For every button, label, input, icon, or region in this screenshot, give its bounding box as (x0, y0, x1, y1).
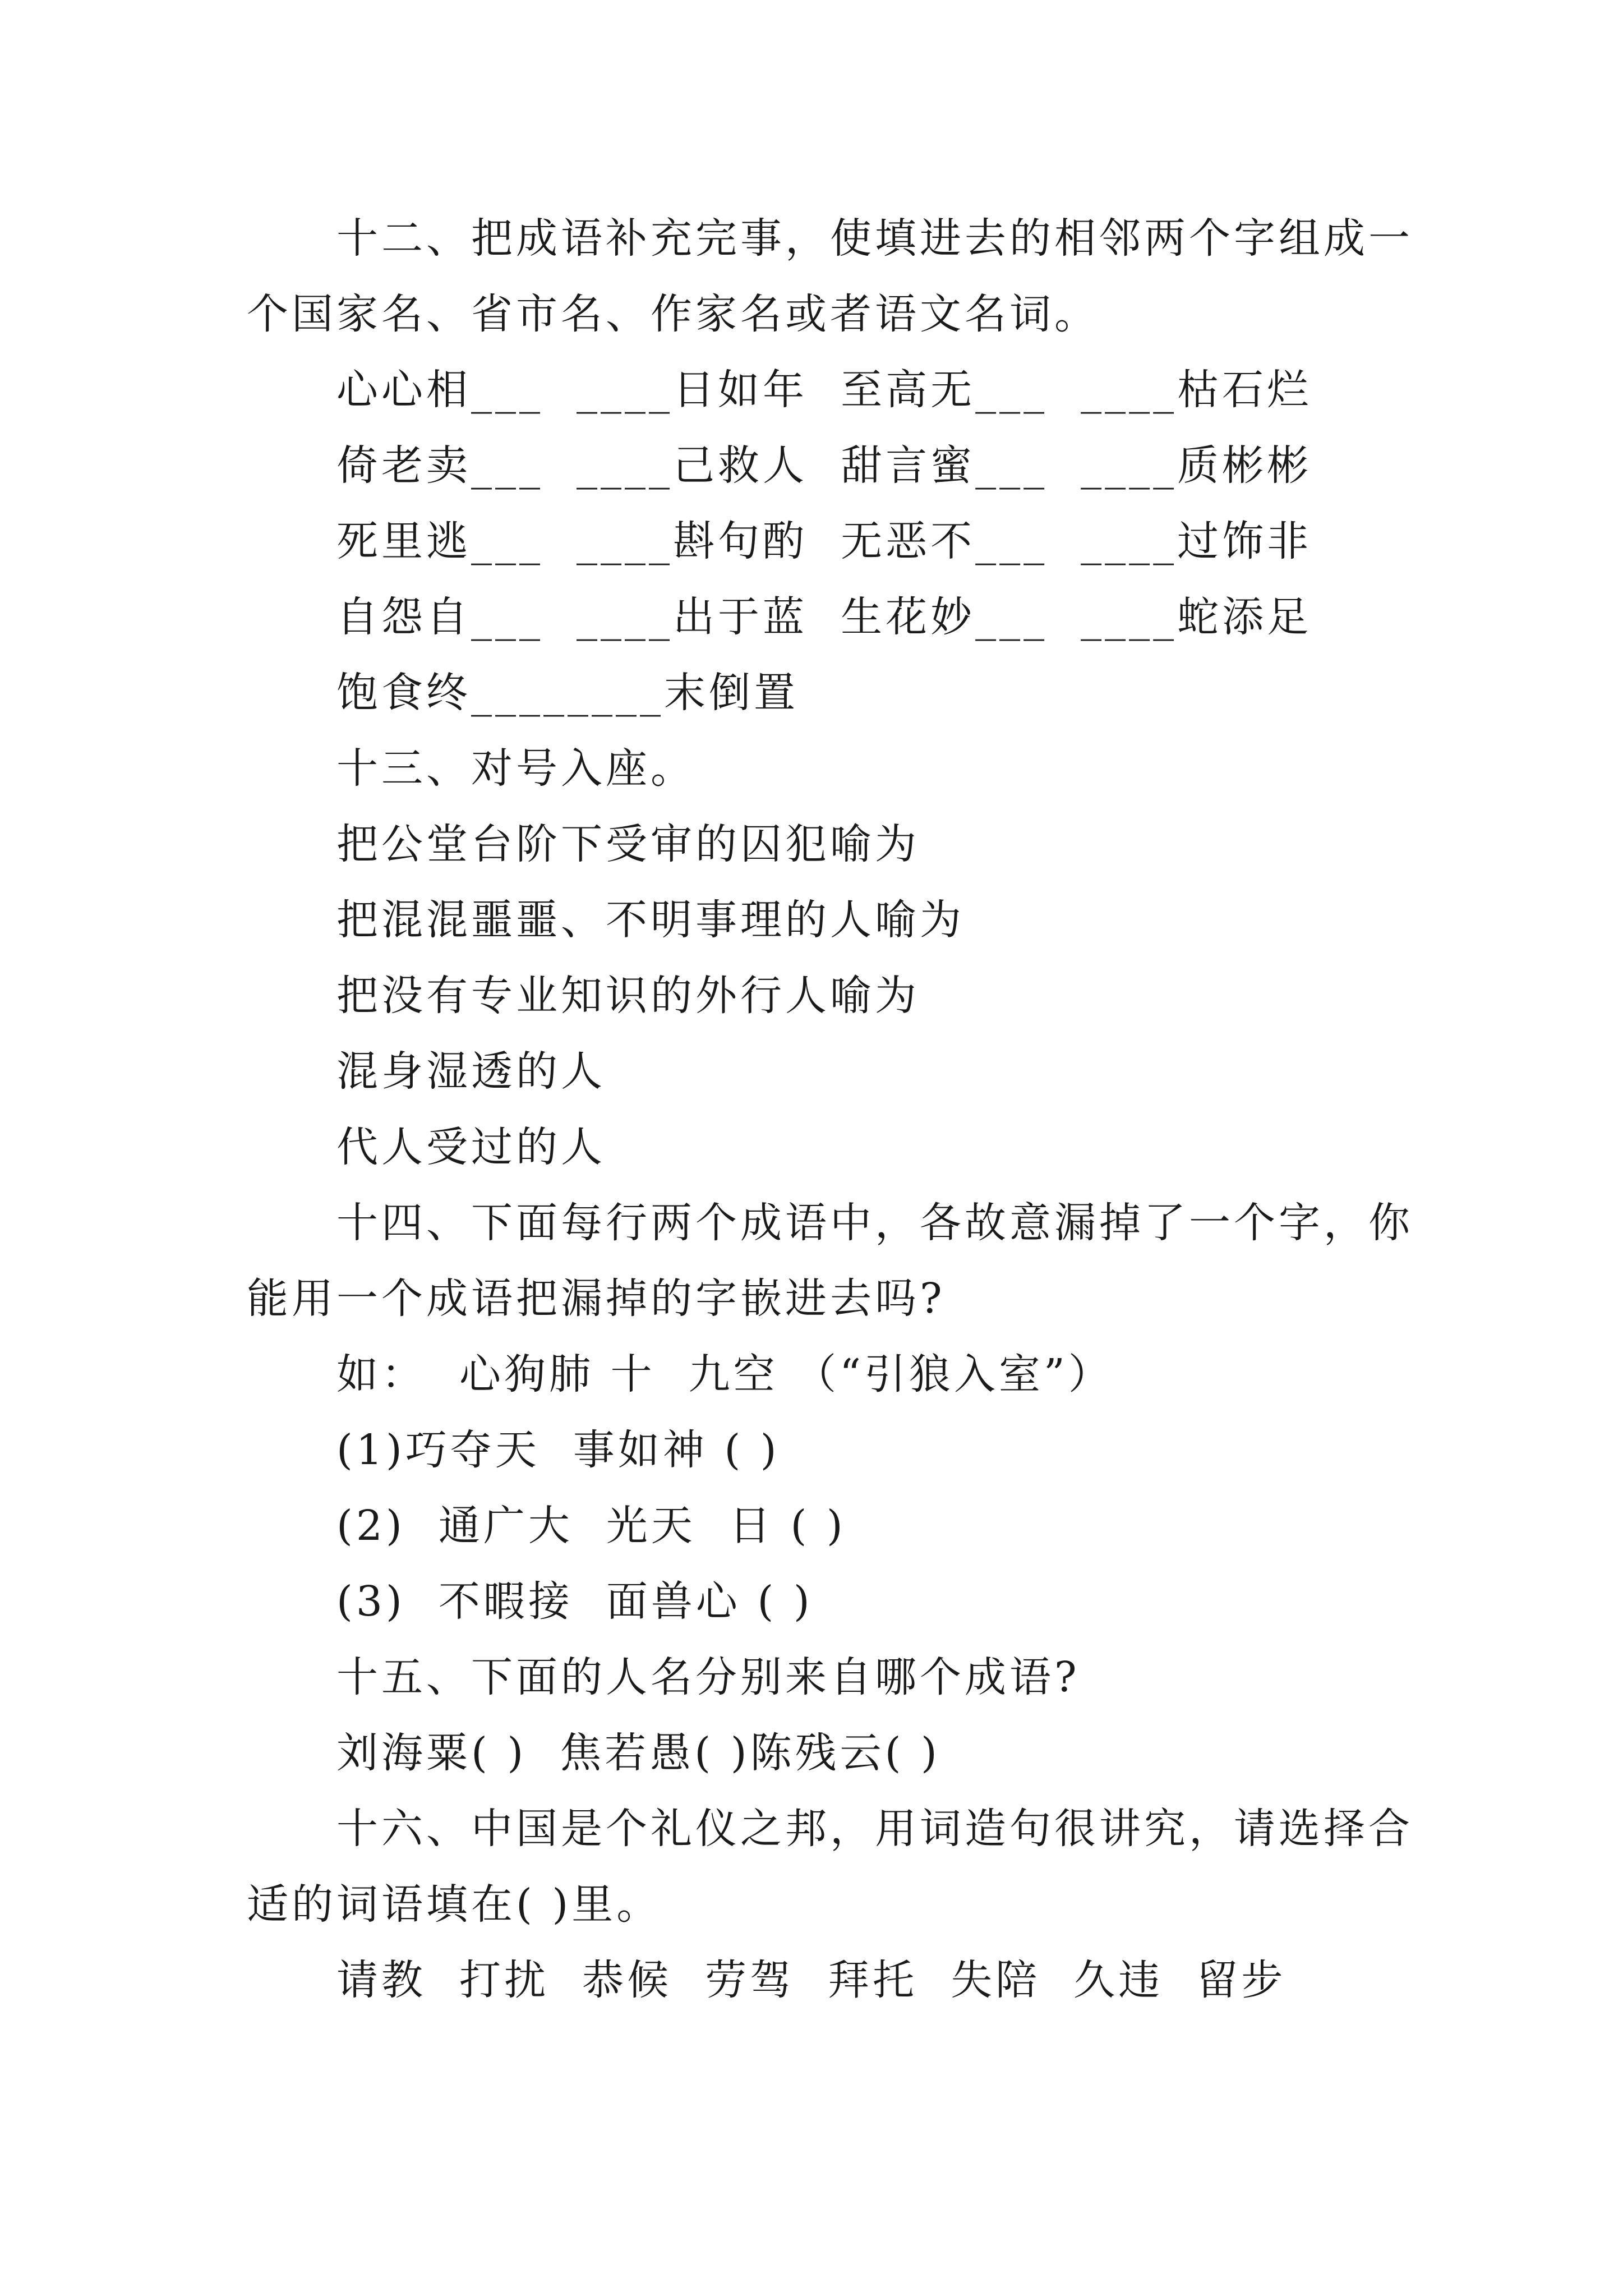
section-16-title-line2: 适的词语填在( )里。 (247, 1880, 662, 1929)
section-14-title-line2: 能用一个成语把漏掉的字嵌进去吗? (247, 1274, 946, 1323)
section-15-title: 十五、下面的人名分别来自哪个成语? (336, 1653, 1080, 1701)
list-item: 混身湿透的人 (336, 1047, 606, 1096)
list-item: (1)巧夺天 事如神 ( ) (336, 1426, 780, 1474)
section-14-title-line1: 十四、下面每行两个成语中，各故意漏掉了一个字，你 (336, 1199, 1413, 1247)
idiom-row: 心心相___ ____日如年 至高无___ ____枯石烂 (336, 366, 1312, 414)
section-13-title: 十三、对号入座。 (336, 744, 695, 793)
names-line: 刘海粟( ) 焦若愚( )陈残云( ) (336, 1729, 940, 1777)
section-16-title-line1: 十六、中国是个礼仪之邦，用词造句很讲究，请选择合 (336, 1805, 1413, 1853)
list-item: 把公堂台阶下受审的囚犯喻为 (336, 820, 920, 868)
word-choices: 请教 打扰 恭候 劳驾 拜托 失陪 久违 留步 (336, 1956, 1287, 2004)
list-item: 把没有专业知识的外行人喻为 (336, 972, 920, 1020)
section-12-title-line1: 十二、把成语补充完事，使填进去的相邻两个字组成一 (336, 214, 1413, 263)
idiom-row: 饱食终________末倒置 (336, 669, 799, 717)
section-12-title-line2: 个国家名、省市名、作家名或者语文名词。 (247, 290, 1099, 338)
idiom-row: 倚老卖___ ____己救人 甜言蜜___ ____质彬彬 (336, 441, 1312, 490)
list-item: 代人受过的人 (336, 1123, 606, 1171)
list-item: (3) 不暇接 面兽心 ( ) (336, 1577, 813, 1626)
idiom-row: 死里逃___ ____斟句酌 无恶不___ ____过饰非 (336, 517, 1312, 565)
idiom-row: 自怨自___ ____出于蓝 生花妙___ ____蛇添足 (336, 593, 1312, 641)
list-item: 把混混噩噩、不明事理的人喻为 (336, 896, 965, 944)
list-item: (2) 通广大 光天 日 ( ) (336, 1502, 846, 1550)
example-line: 如： 心狗肺 十 九空 （“引狼入室”） (336, 1350, 1113, 1398)
